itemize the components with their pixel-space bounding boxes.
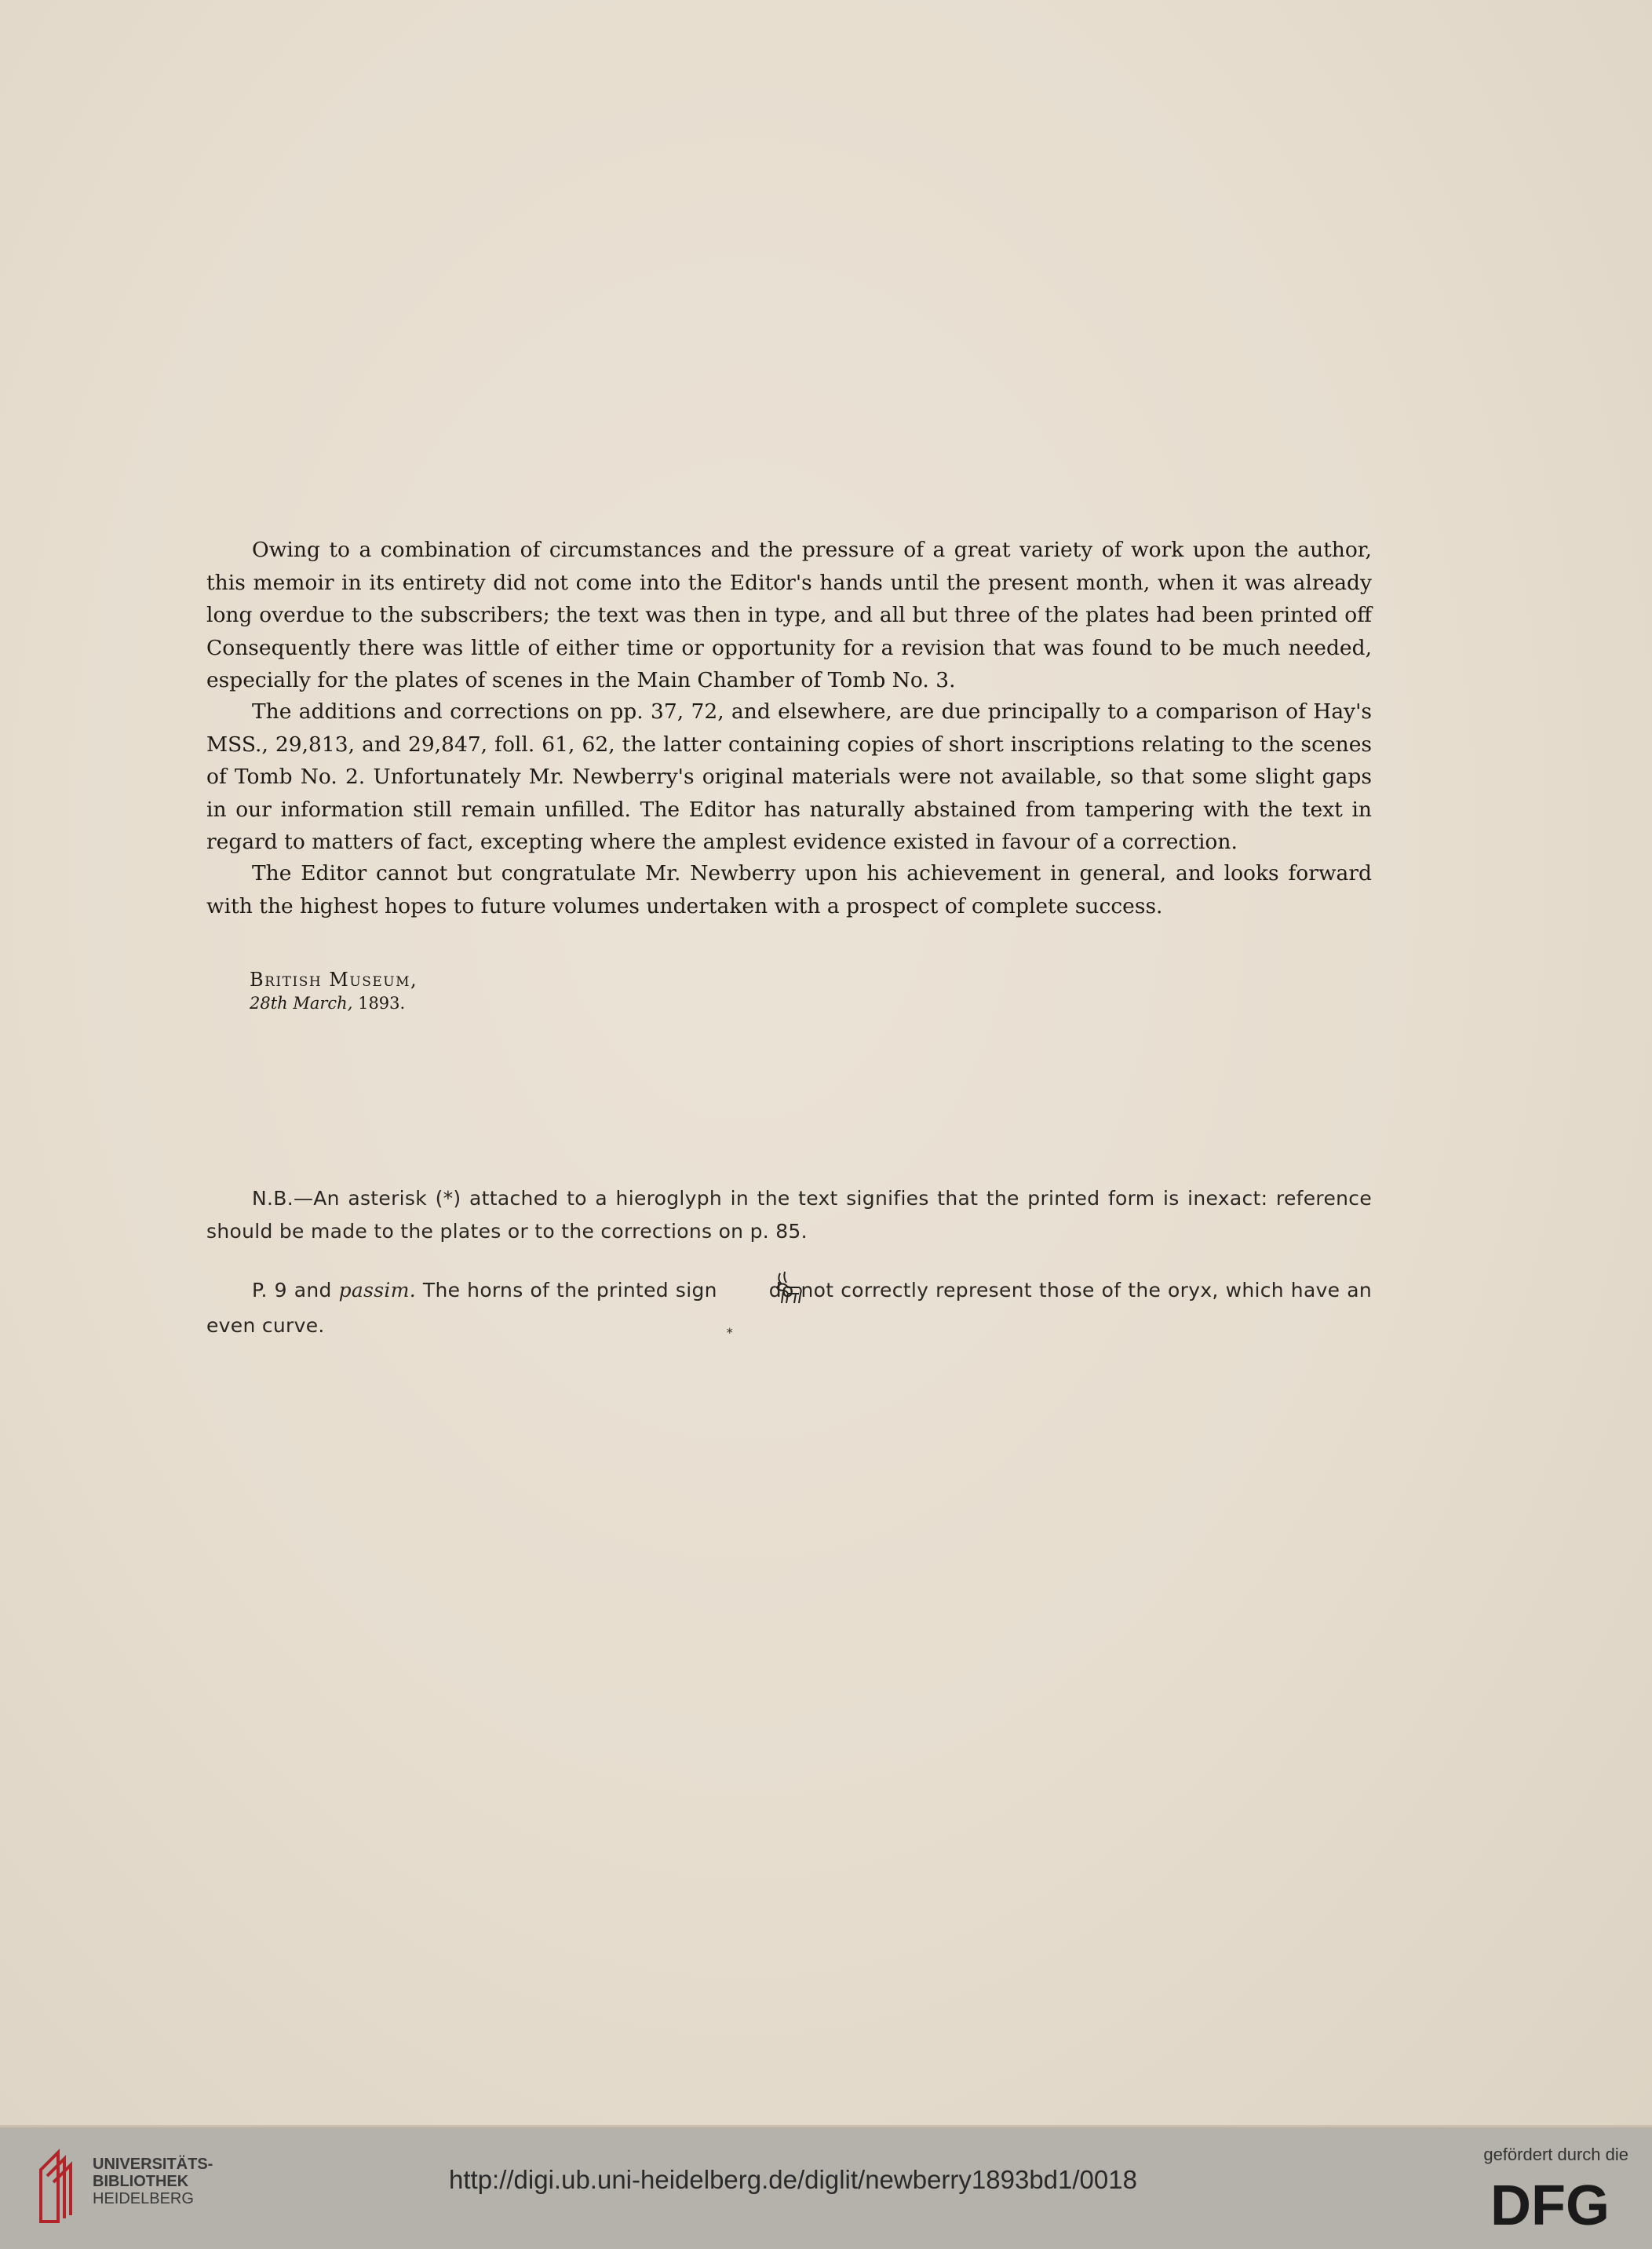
permalink-url[interactable]: http://digi.ub.uni-heidelberg.de/diglit/newberry1893bd1/0018: [449, 2165, 1137, 2194]
library-name: [93, 2156, 213, 2207]
svg-text:DFG: DFG: [1490, 2176, 1610, 2229]
paragraph-1: Owing to a combination of circumstances and the pressure of a great variety of work upon the author, this memoir in its entirety did not come into the Editor's hands until the present month, when it was already long overdue to the subscribers; the text was then in type, and all but three of the plates had been printed off Consequently there was little of either time or opportunity for a revision that was found to be much needed, especially for the plates of scenes in the Main Chamber of Tomb No. 3.: [206, 538, 1372, 692]
oryx-hieroglyph-icon: [726, 1270, 758, 1340]
oryx-note-start: P. 9 and: [252, 1279, 332, 1302]
dfg-logo-icon: [1471, 2176, 1628, 2229]
oryx-asterisk: *: [726, 1325, 734, 1340]
signature-place: British Museum,: [250, 969, 418, 991]
paragraph-2: The additions and corrections on pp. 37, 72, and elsewhere, are due principally to a comparison of Hay's MSS., 29,813, and 29,847, foll. 61, 62, the latter containing copies of short inscriptions relating to the scenes of Tomb No. 2. Unfortunately Mr. Newberry's original materials were not available, so that some slight gaps in our information still remain unfilled. The Editor has naturally abstained from tampering with the text in regard to matters of fact, excepting where the amplest evidence existed in favour of a correction.: [206, 699, 1372, 854]
signature-date: [250, 994, 405, 1013]
library-line-3: HEIDELBERG: [93, 2190, 194, 2207]
funded-by-label: gefördert durch die: [1483, 2145, 1628, 2164]
oryx-note-end: do not correctly represent those of the oryx, which have an even curve.: [206, 1279, 1373, 1337]
paragraph-3: The Editor cannot but congratulate Mr. Newberry upon his achievement in general, and looks forward with the highest hopes to future volumes undertaken with a prospect of complete success.: [206, 861, 1372, 918]
signature-year: 1893.: [358, 994, 406, 1013]
library-line-2: BIBLIOTHEK: [93, 2173, 189, 2190]
library-line-1: UNIVERSITÄTS-: [93, 2156, 213, 2173]
signature-date-italic: 28th March,: [250, 994, 353, 1013]
oryx-note-passim: passim.: [338, 1279, 416, 1302]
digitization-footer: [0, 2127, 1652, 2249]
oryx-note-middle: The horns of the printed sign: [422, 1279, 717, 1302]
nb-note: N.B.—An asterisk (*) attached to a hieroglyph in the text signifies that the printed form is inexact: reference should be made to the plates or to the corrections on p. 85.: [206, 1187, 1372, 1243]
university-library-logo-icon: [35, 2146, 85, 2223]
oryx-note: [206, 1273, 1372, 1342]
